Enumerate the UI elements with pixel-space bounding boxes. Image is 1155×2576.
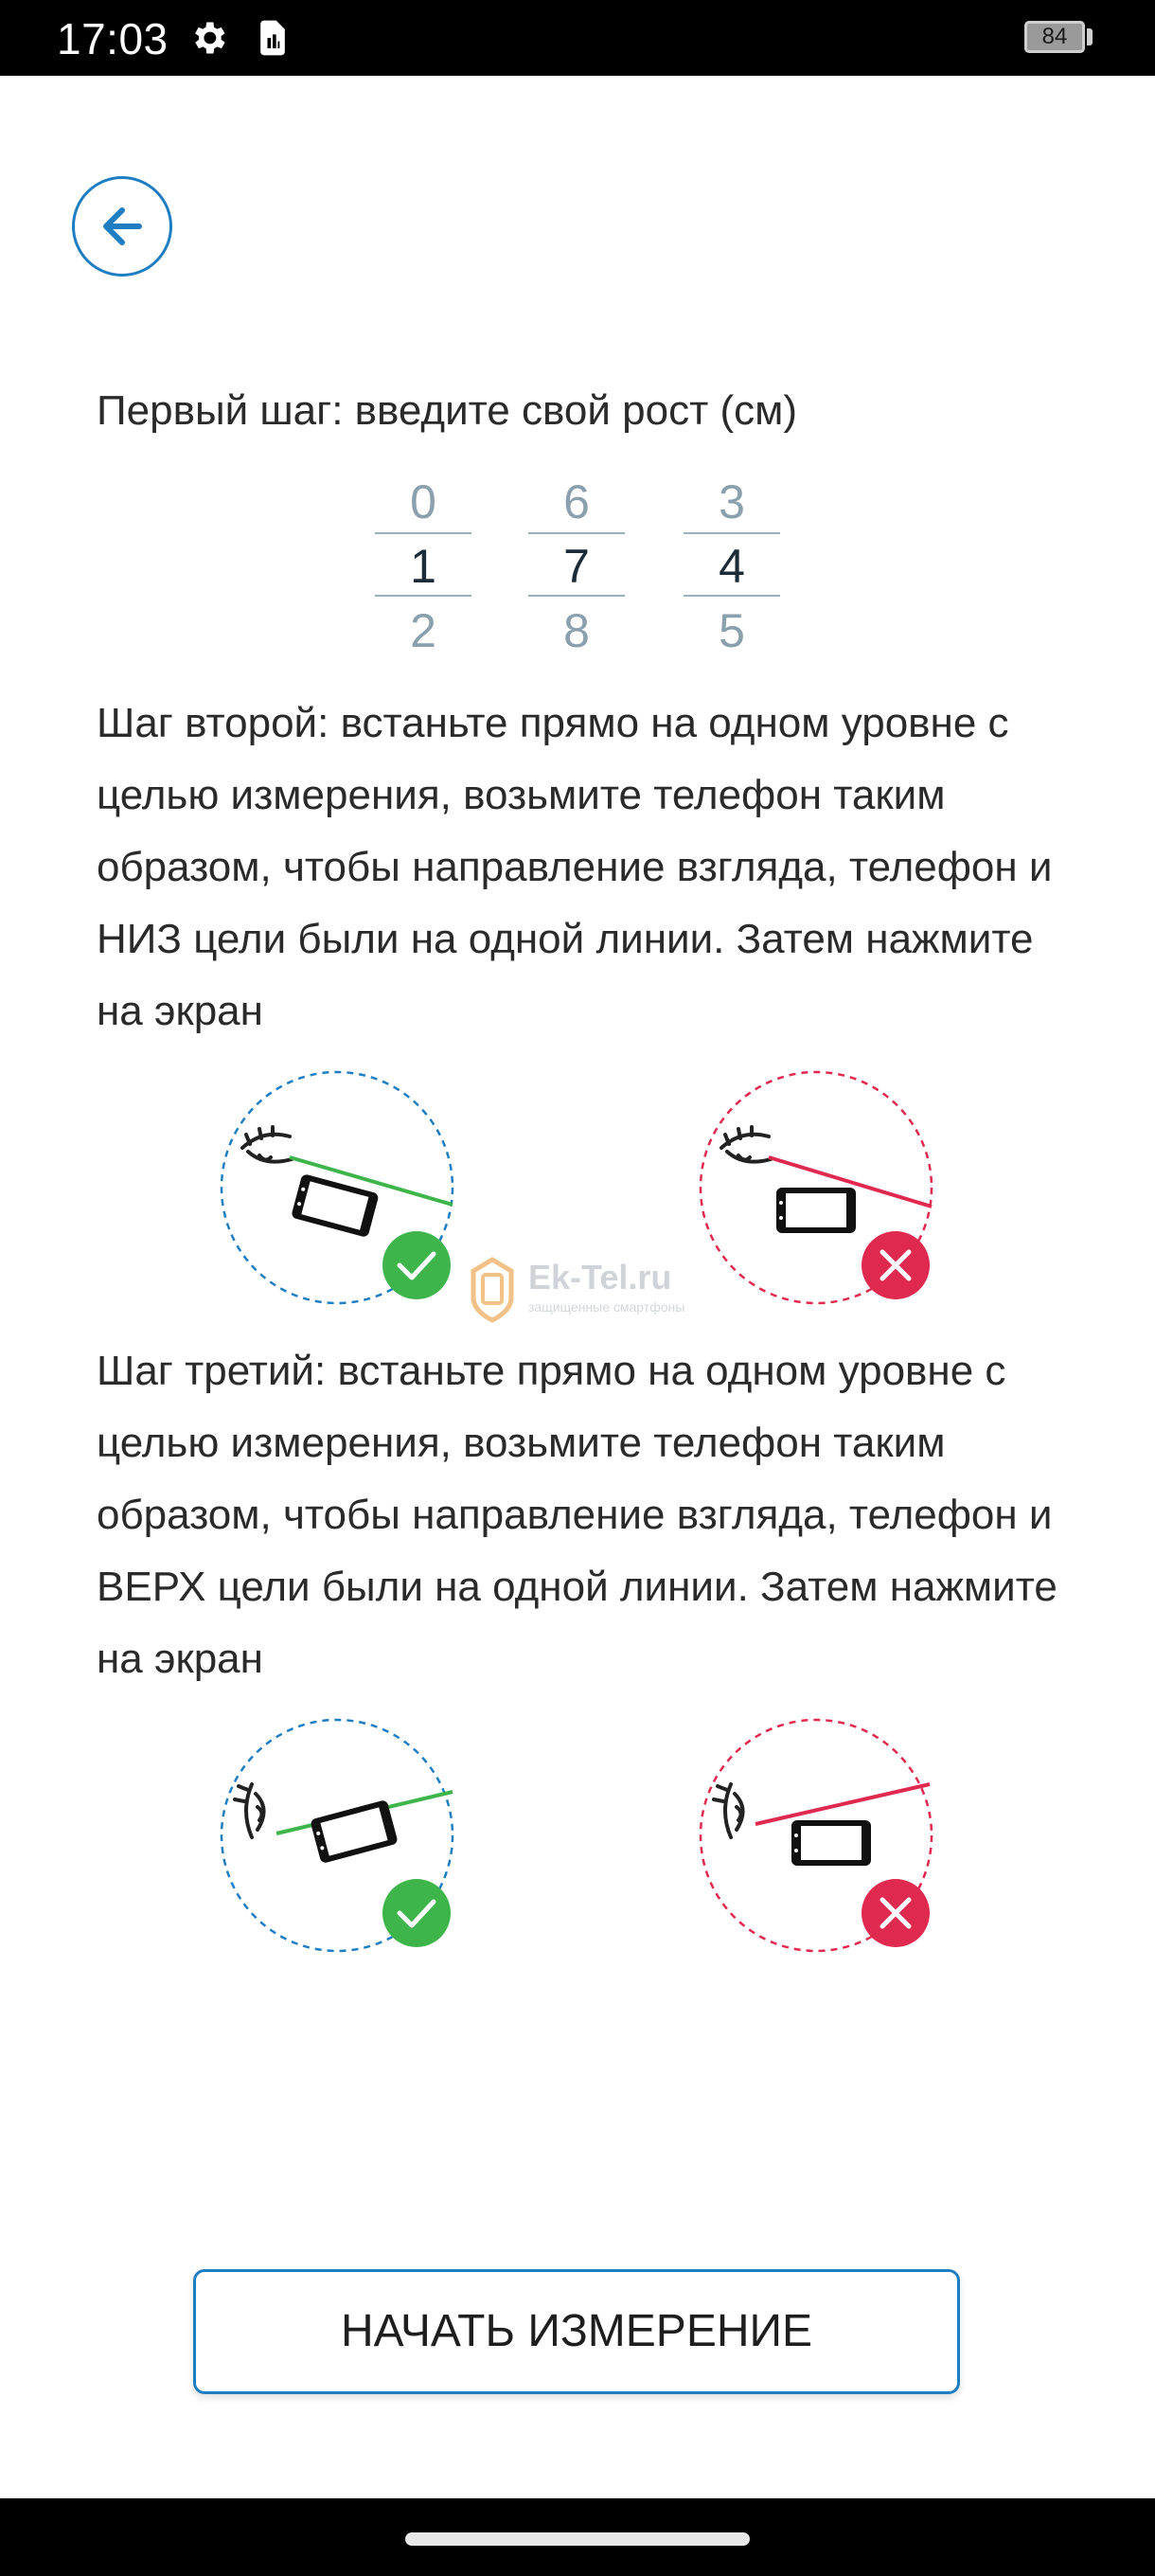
watermark-tagline: защищенные смартфоны: [528, 1299, 685, 1315]
picker-divider: [684, 532, 780, 534]
phone-icon: [791, 1820, 871, 1866]
battery-level: 84: [1041, 24, 1068, 49]
settings-gear-icon: [187, 17, 229, 59]
sim-card-icon: [252, 17, 293, 59]
picker-column-hundreds[interactable]: [375, 470, 471, 663]
picker-next-value: 5: [719, 604, 745, 657]
picker-divider: [528, 595, 625, 597]
eye-icon: [242, 1127, 292, 1162]
status-bar: [0, 0, 1155, 76]
step1-text: Первый шаг: введите свой рост (см): [97, 387, 798, 434]
top-aim-correct-illustration: [214, 1712, 460, 1959]
home-gesture-handle[interactable]: [405, 2532, 750, 2546]
status-time: 17:03: [57, 14, 169, 63]
eye-icon: [235, 1784, 264, 1837]
picker-next-value: 2: [410, 604, 436, 657]
battery-icon: [1024, 21, 1085, 53]
bottom-aim-wrong-illustration: [693, 1064, 939, 1311]
eye-icon: [714, 1784, 743, 1837]
arrow-left-icon: [94, 198, 151, 255]
picker-column-units[interactable]: [684, 470, 780, 663]
phone-icon: [776, 1188, 856, 1233]
picker-divider: [375, 595, 471, 597]
phone-icon: [310, 1799, 399, 1864]
watermark: [464, 1252, 701, 1324]
step3-text: Шаг третий: встаньте прямо на одном уровне с целью измерения, возьмите телефон таким образом, чтобы направление взгляда, телефон и ВЕРХ цели были на одной линии. Затем нажмите на экран: [97, 1348, 1057, 1682]
eye-icon: [721, 1127, 771, 1162]
picker-prev-value: 6: [563, 475, 590, 528]
step2-text: Шаг второй: встаньте прямо на одном уровне с целью измерения, возьмите телефон таким образом, чтобы направление взгляда, телефон и НИЗ цели были на одной линии. Затем нажмите на экран: [97, 700, 1053, 1034]
watermark-shield-icon: [464, 1252, 521, 1324]
picker-divider: [375, 532, 471, 534]
battery-tip: [1087, 28, 1093, 45]
phone-icon: [291, 1173, 380, 1238]
watermark-name: Ek-Tel.ru: [528, 1258, 672, 1297]
top-aim-wrong-illustration: [693, 1712, 939, 1959]
back-button[interactable]: [72, 176, 172, 277]
start-measurement-button[interactable]: НАЧАТЬ ИЗМЕРЕНИЕ: [193, 2269, 960, 2394]
bottom-aim-correct-illustration: [214, 1064, 460, 1311]
picker-column-tens[interactable]: [528, 470, 625, 663]
picker-divider: [684, 595, 780, 597]
picker-divider: [528, 532, 625, 534]
picker-prev-value: 3: [719, 475, 745, 528]
picker-selected-value: 1: [410, 540, 436, 593]
picker-selected-value: 4: [719, 540, 745, 593]
picker-next-value: 8: [563, 604, 590, 657]
picker-selected-value: 7: [563, 540, 590, 593]
picker-prev-value: 0: [410, 475, 436, 528]
